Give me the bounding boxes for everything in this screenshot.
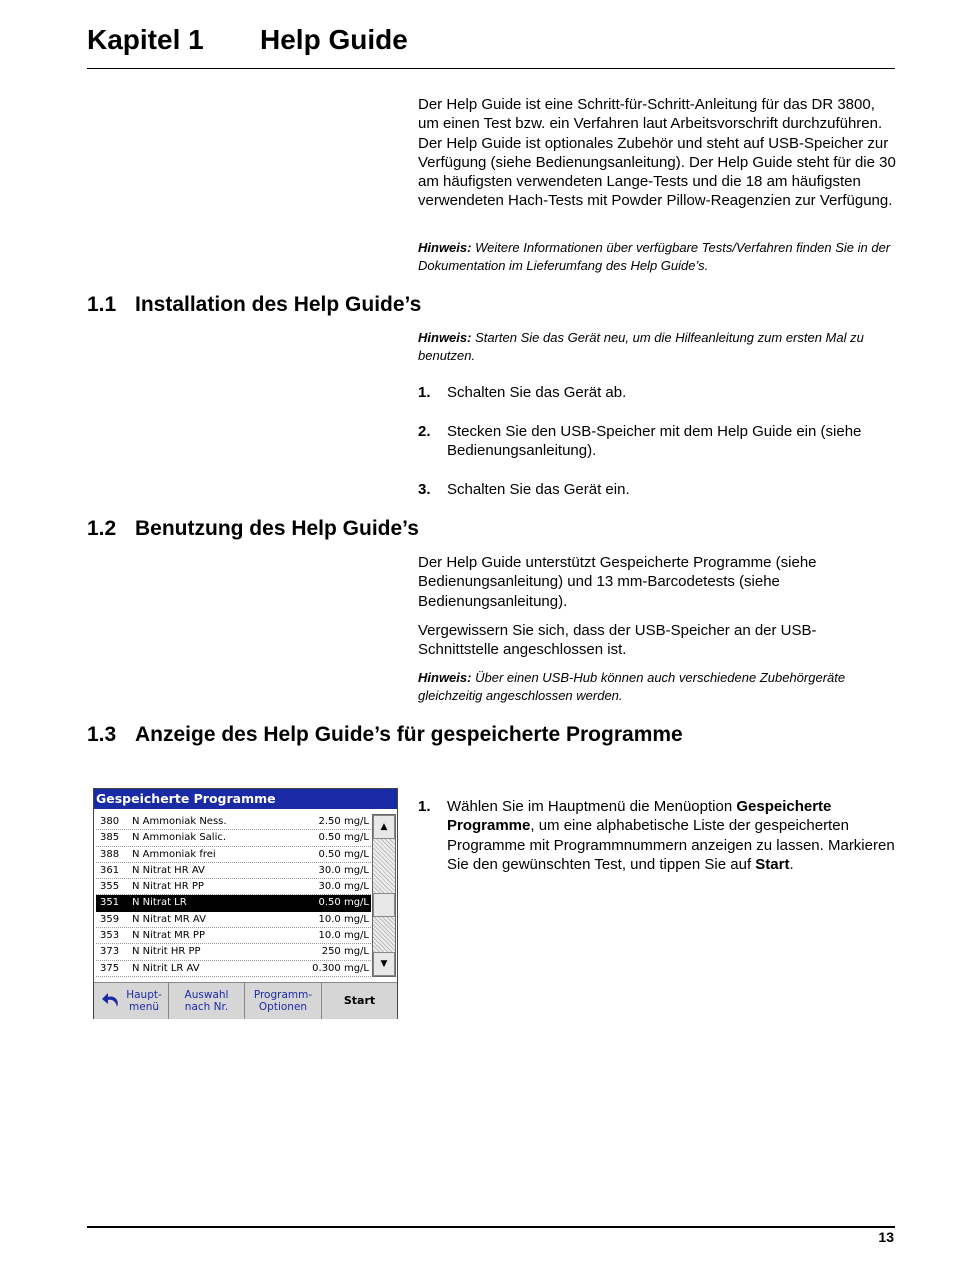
note-label: Hinweis: [418, 240, 472, 255]
section-title: Anzeige des Help Guide’s für gespeicherte Programme [135, 723, 683, 746]
chapter-name: Help Guide [260, 24, 408, 55]
arrow-up-icon: ▲ [380, 822, 388, 832]
step-number: 1. [418, 384, 431, 401]
list-item[interactable] [96, 863, 371, 879]
program-name: N Nitrit LR AV [132, 962, 200, 974]
intro-paragraph: Der Help Guide ist eine Schritt-für-Schritt-Anleitung für das DR 3800, um einen Test bzw. ein Verfahren laut Arbeitsvorschrift durchzuführen. Der Help Guide ist optionales Zubehör und steht auf USB-Speicher zur Verfügung (siehe Bedienungsanleitung). Der Help Guide steht für die 30 am häufigsten verwendeten Lange-Tests und die 18 am häufigsten verwendeten Hach-Tests mit Powder Pillow-Reagenzien zur Verfügung. [418, 96, 896, 210]
button-label: nach Nr. [184, 1001, 229, 1013]
list-item[interactable] [96, 961, 371, 977]
install-step-3 [418, 480, 896, 499]
section-heading-1-1 [87, 293, 421, 317]
program-number: 361 [100, 864, 120, 876]
note-text: Starten Sie das Gerät neu, um die Hilfeanleitung zum ersten Mal zu benutzen. [418, 330, 864, 363]
header-rule [87, 68, 895, 69]
step-text [447, 797, 896, 874]
program-number: 353 [100, 930, 120, 942]
button-label: menü [129, 1001, 159, 1013]
chapter-title [87, 24, 408, 56]
list-item-selected[interactable] [96, 895, 371, 911]
arrow-down-icon: ▼ [380, 959, 388, 969]
footer-rule [87, 1226, 895, 1228]
program-range: 30.0 mg/L [318, 864, 369, 876]
button-label: Optionen [258, 1001, 308, 1013]
button-label: Start [343, 994, 376, 1007]
step-text: Schalten Sie das Gerät ab. [447, 384, 627, 401]
program-name: N Nitrat HR PP [132, 881, 204, 893]
program-name: N Nitrat LR [132, 897, 187, 909]
program-range: 0.300 mg/L [312, 962, 369, 974]
display-step-1 [418, 797, 896, 874]
scroll-up-button[interactable] [373, 815, 395, 839]
section-number: 1.1 [87, 293, 117, 316]
list-item[interactable] [96, 847, 371, 863]
note-label: Hinweis: [418, 670, 472, 685]
program-range: 250 mg/L [321, 946, 369, 958]
install-step-2 [418, 422, 896, 461]
program-range: 0.50 mg/L [318, 832, 369, 844]
step-text-part: Wählen Sie im Hauptmenü die Menüoption [447, 798, 737, 815]
menu-option-name: Gespeicherte Programme [447, 798, 832, 835]
button-label: Haupt- [126, 989, 162, 1001]
back-arrow-icon [100, 990, 122, 1012]
screen-title: Gespeicherte Programme [94, 789, 397, 809]
program-number: 351 [100, 897, 120, 909]
screen-button-bar [94, 982, 397, 1019]
list-item[interactable] [96, 912, 371, 928]
note-text: Über einen USB-Hub können auch verschiedene Zubehörgeräte gleichzeitig angeschlossen werden. [418, 670, 846, 703]
program-name: N Nitrat MR AV [132, 913, 206, 925]
select-by-number-button[interactable] [169, 983, 245, 1019]
step-text-part: , um eine alphabetische Liste der gespeicherten Programme mit Programmnummern anzeigen zu lassen. Markieren Sie den gewünschten Test, und tippen Sie auf [447, 817, 895, 873]
list-item[interactable] [96, 830, 371, 846]
step-text-part: . [789, 855, 794, 873]
usage-note [418, 669, 896, 705]
button-label: Auswahl [184, 989, 229, 1001]
program-number: 385 [100, 832, 120, 844]
program-list [96, 814, 371, 977]
program-name: N Ammoniak Salic. [132, 832, 227, 844]
program-number: 355 [100, 881, 120, 893]
scroll-down-button[interactable] [373, 952, 395, 976]
program-range: 30.0 mg/L [318, 881, 369, 893]
program-range: 10.0 mg/L [318, 913, 369, 925]
program-range: 0.50 mg/L [318, 848, 369, 860]
program-number: 388 [100, 848, 120, 860]
step-number: 1. [418, 798, 431, 815]
install-note [418, 329, 896, 365]
intro-note [418, 239, 896, 275]
program-name: N Ammoniak Ness. [132, 816, 227, 827]
section-title: Installation des Help Guide’s [135, 293, 422, 316]
program-name: N Nitrit HR PP [132, 946, 201, 958]
program-number: 359 [100, 913, 120, 925]
step-number: 3. [418, 481, 431, 498]
step-number: 2. [418, 423, 431, 440]
step-text: Schalten Sie das Gerät ein. [447, 481, 630, 498]
list-item[interactable] [96, 944, 371, 960]
start-button[interactable] [322, 983, 397, 1019]
program-options-button[interactable] [245, 983, 322, 1019]
section-heading-1-2 [87, 517, 419, 541]
usage-paragraph-2: Vergewissern Sie sich, dass der USB-Speicher an der USB-Schnittstelle angeschlossen ist. [418, 622, 817, 659]
list-item[interactable] [96, 814, 371, 830]
section-title: Benutzung des Help Guide’s [135, 517, 419, 540]
page-number: 13 [878, 1229, 894, 1245]
section-heading-1-3 [87, 723, 683, 747]
chapter-number: Kapitel 1 [87, 24, 204, 55]
button-label: Programm- [253, 989, 313, 1001]
list-item[interactable] [96, 928, 371, 944]
instrument-screen [93, 788, 398, 1019]
program-name: N Ammoniak frei [132, 848, 216, 860]
install-step-1 [418, 383, 896, 402]
program-number: 375 [100, 962, 120, 974]
scroll-thumb[interactable] [373, 893, 395, 917]
program-range: 2.50 mg/L [318, 816, 369, 827]
program-number: 373 [100, 946, 120, 958]
list-scrollbar[interactable] [372, 814, 396, 977]
program-range: 10.0 mg/L [318, 930, 369, 942]
list-item[interactable] [96, 879, 371, 895]
note-label: Hinweis: [418, 330, 472, 345]
step-text: Stecken Sie den USB-Speicher mit dem Help Guide ein (siehe Bedienungsanleitung). [447, 423, 862, 460]
note-text: Weitere Informationen über verfügbare Tests/Verfahren finden Sie in der Dokumentation im Lieferumfang des Help Guide’s. [418, 240, 891, 273]
usage-paragraph-1: Der Help Guide unterstützt Gespeicherte Programme (siehe Bedienungsanleitung) und 13 mm-Barcodetests (siehe Bedienungsanleitung). [418, 554, 817, 610]
program-name: N Nitrat HR AV [132, 864, 205, 876]
program-name: N Nitrat MR PP [132, 930, 205, 942]
section-number: 1.3 [87, 723, 117, 746]
program-range: 0.50 mg/L [318, 897, 369, 909]
section-number: 1.2 [87, 517, 117, 540]
main-menu-button[interactable] [94, 983, 169, 1019]
program-number: 380 [100, 816, 120, 827]
start-label: Start [755, 855, 790, 873]
